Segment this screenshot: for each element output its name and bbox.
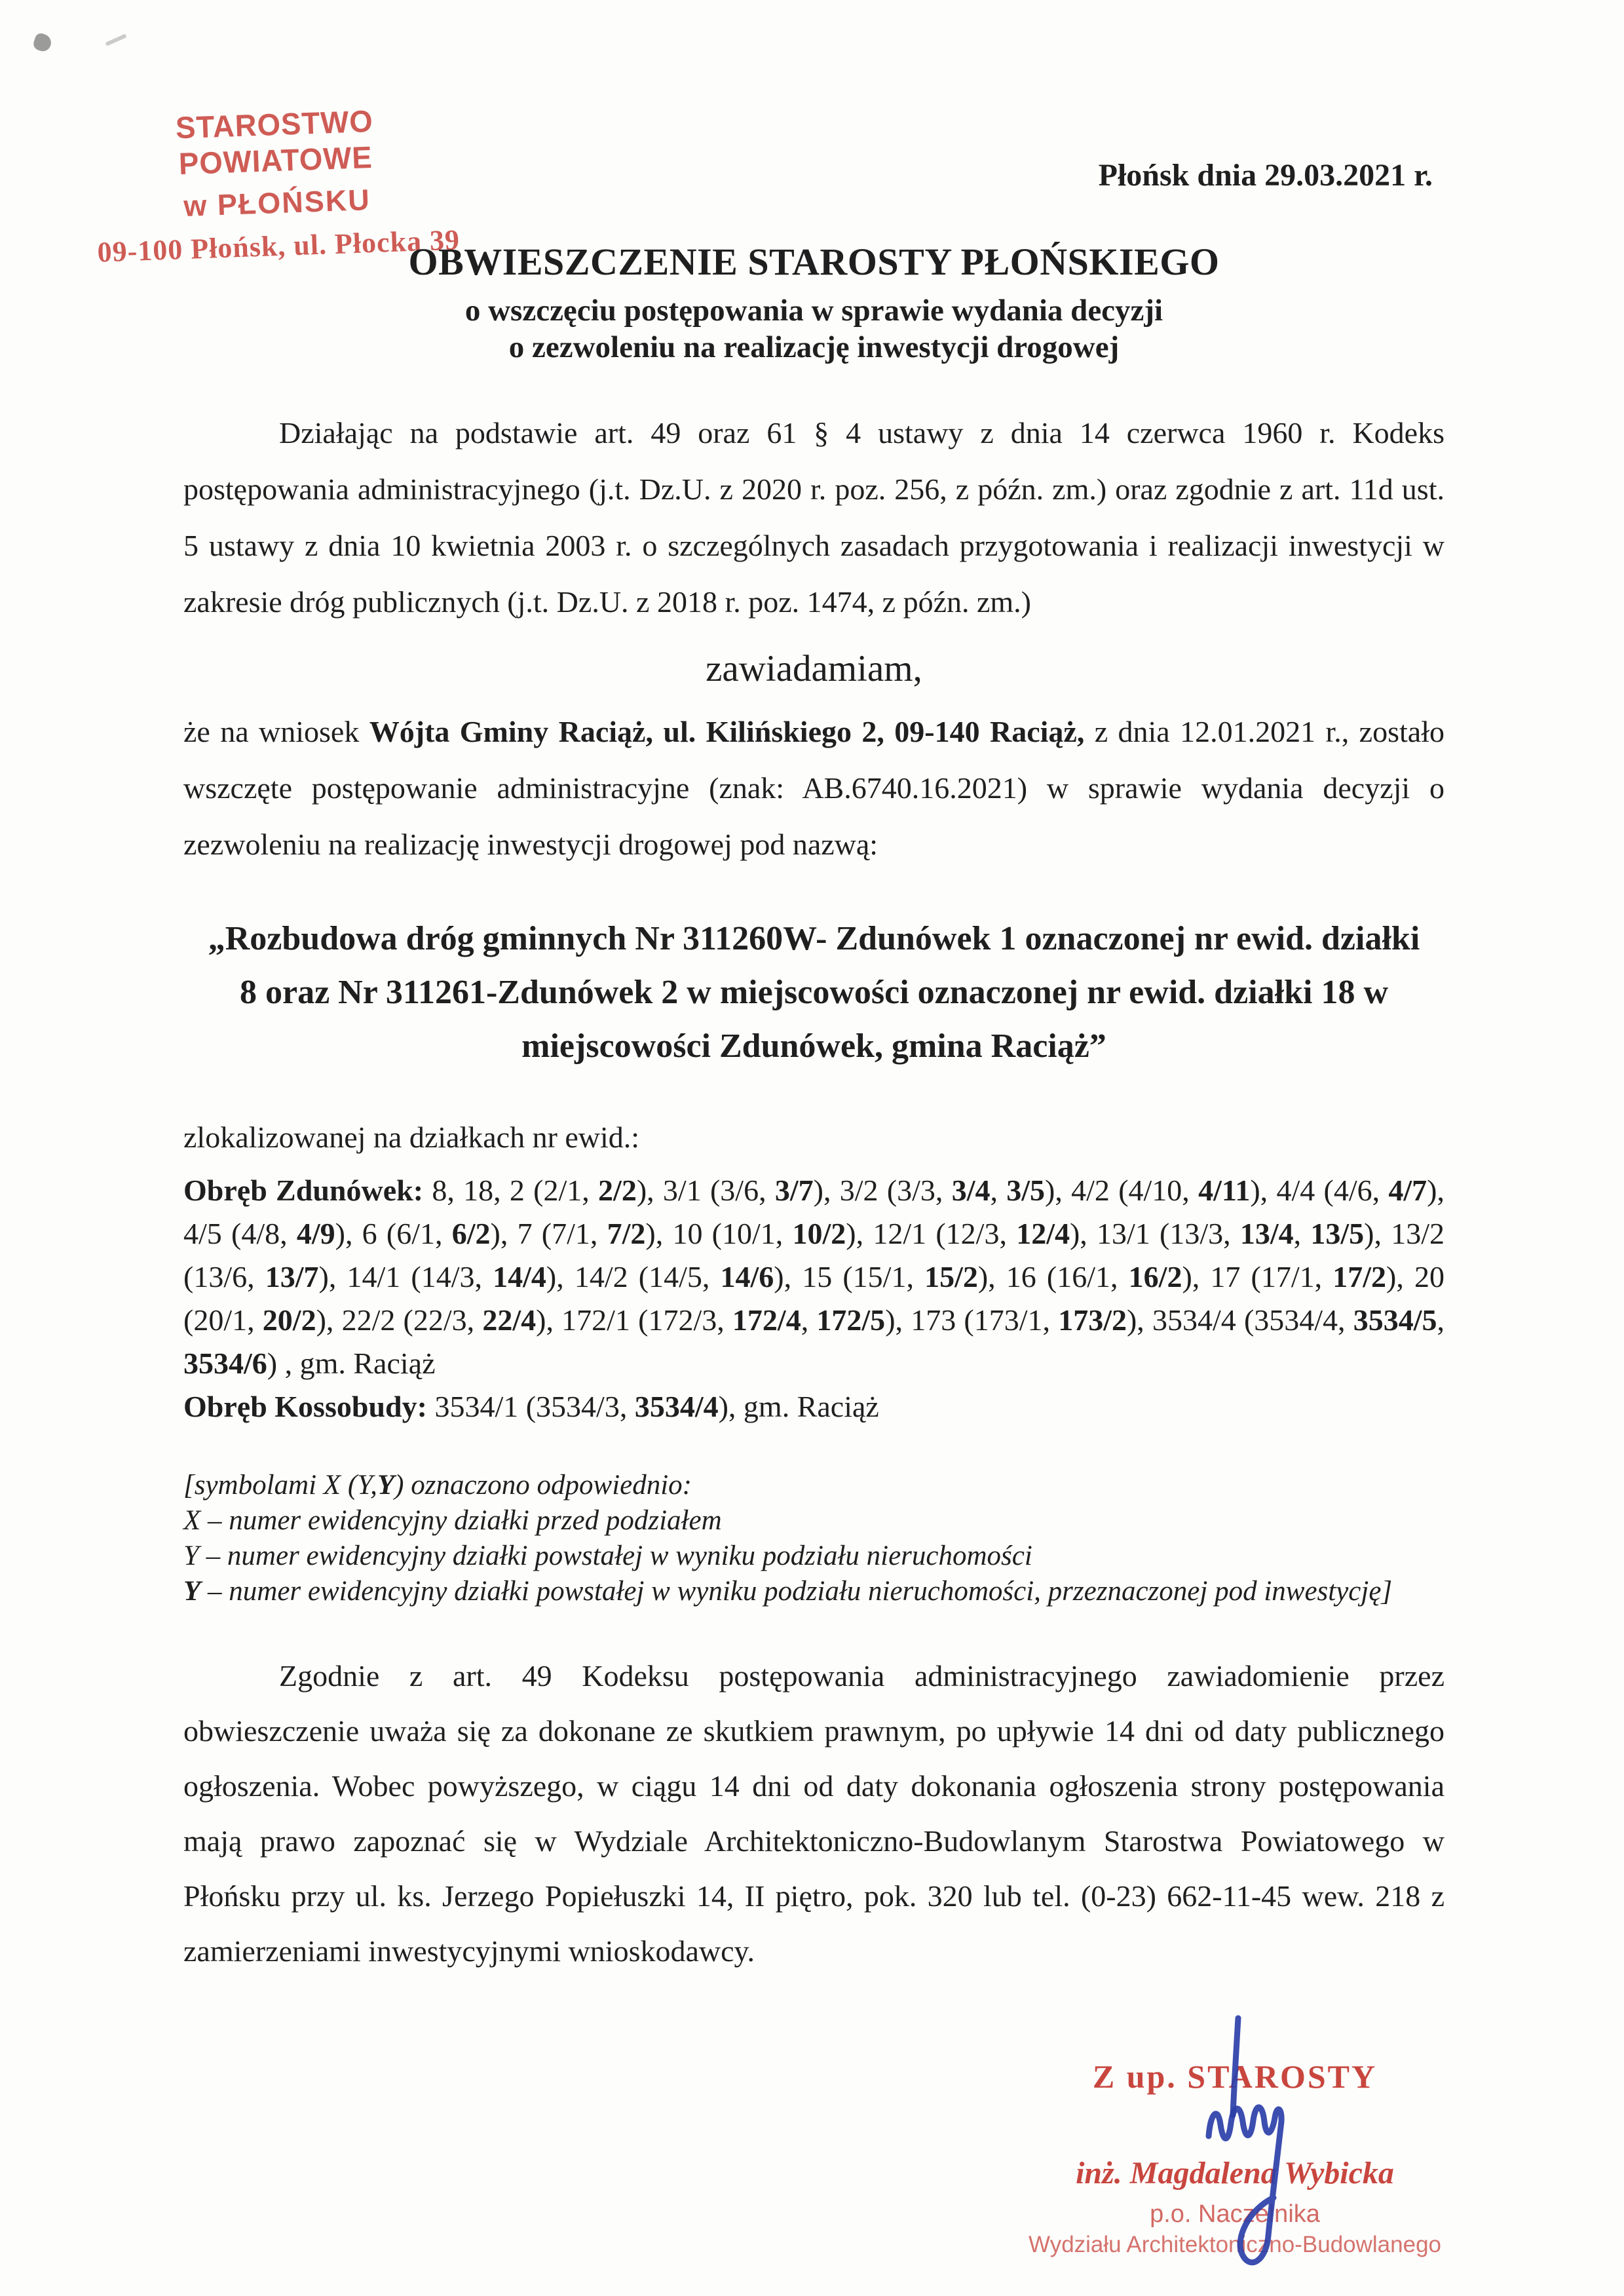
parcel-list-kossobudy: Obręb Kossobudy: 3534/1 (3534/3, 3534/4), gm. Raciąż	[183, 1390, 879, 1423]
legal-basis-paragraph: Działając na podstawie art. 49 oraz 61 § 4 ustawy z dnia 14 czerwca 1960 r. Kodeks postępowania administracyjnego (j.t. Dz.U. z 2020 r. poz. 256, z późn. zm.) oraz zgodnie z art. 11d ust. 5 ustawy z dnia 10 kwietnia 2003 r. o szczególnych zasadach przygotowania i realizacji inwestycji w zakresie dróg publicznych (j.t. Dz.U. z 2018 r. poz. 1474, z późn. zm.)	[183, 416, 1445, 619]
legend-line-y1: Y – numer ewidencyjny działki powstałej w wyniku podziału nieruchomości	[183, 1540, 1032, 1571]
notice-subtitle-line-2: o zezwoleniu na realizację inwestycji drogowej	[508, 330, 1120, 364]
symbols-legend	[183, 1468, 1445, 1609]
legend-line-intro: [symbolami X (Y,Y) oznaczono odpowiednio:	[183, 1470, 692, 1501]
notification-word: zawiadamiam,	[706, 648, 922, 689]
legend-line-y2: Y – numer ewidencyjny działki powstałej w wyniku podziału nieruchomości, przeznaczonej pod inwestycję]	[183, 1576, 1393, 1607]
handwritten-signature-icon	[1173, 2013, 1356, 2291]
signature-authorization: Z up. STAROSTY	[1092, 2058, 1378, 2095]
parcel-list-zdunowek: Obręb Zdunówek: 8, 18, 2 (2/1, 2/2), 3/1 (3/6, 3/7), 3/2 (3/3, 3/4, 3/5), 4/2 (4/10, 4/11), 4/4 (4/6, 4/7), 4/5 (4/8, 4/9), 6 (6/1, 6/2), 7 (7/1, 7/2), 10 (10/1, 10/2), 12/1 (12/3, 12/4), 13/1 (13/3, 13/4, 13/5), 13/2 (13/6, 13/7), 14/1 (14/3, 14/4), 14/2 (14/5, 14/6), 15 (15/1, 15/2), 16 (16/1, 16/2), 17 (17/1, 17/2), 20 (20/1, 20/2), 22/2 (22/3, 22/4), 172/1 (172/3, 172/4, 172/5), 173 (173/1, 173/2), 3534/4 (3534/4, 3534/5, 3534/6) , gm. Raciąż	[183, 1174, 1445, 1380]
pencil-mark-2	[105, 33, 127, 46]
notice-title: OBWIESZCZENIE STAROSTY PŁOŃSKIEGO	[408, 240, 1220, 283]
notice-subtitle-line-1: o wszczęciu postępowania w sprawie wydania decyzji	[464, 294, 1163, 328]
signer-department: Wydziału Architektoniczno-Budowlanego	[1028, 2232, 1442, 2257]
procedure-paragraph: Zgodnie z art. 49 Kodeksu postępowania administracyjnego zawiadomienie przez obwieszczenie uważa się za dokonane ze skutkiem prawnym, po upływie 14 dni od daty publicznego ogłoszenia. Wobec powyższego, w ciągu 14 dni od daty dokonania ogłoszenia strony postępowania mają prawo zapoznać się w Wydziale Architektoniczno-Budowlanym Starostwa Powiatowego w Płońsku przy ul. ks. Jerzego Popiełuszki 14, II piętro, pok. 320 lub tel. (0-23) 662-11-45 wew. 218 z zamierzeniami inwestycyjnymi wnioskodawcy.	[183, 1659, 1445, 1968]
document-date: Płońsk dnia 29.03.2021 r.	[1098, 158, 1433, 193]
application-paragraph: że na wniosek Wójta Gminy Raciąż, ul. Kilińskiego 2, 09-140 Raciąż, z dnia 12.01.2021 r., zostało wszczęte postępowanie administracyjne (znak: AB.6740.16.2021) w sprawie wydania decyzji o zezwoleniu na realizację inwestycji drogowej pod nazwą:	[183, 715, 1445, 861]
stamp-office-address: 09-100 Płońsk, ul. Płocka 39	[96, 223, 461, 269]
project-name: „Rozbudowa dróg gminnych Nr 311260W- Zdunówek 1 oznaczonej nr ewid. działki 8 oraz Nr 311261-Zdunówek 2 w miejscowości oznaczonej nr ewid. działki 18 w miejscowości Zdunówek, gmina Raciąż”	[208, 920, 1420, 1065]
location-intro: zlokalizowanej na działkach nr ewid.:	[183, 1120, 640, 1154]
stamp-office-name: STAROSTWO POWIATOWE	[175, 103, 374, 182]
document-body	[183, 241, 1445, 1979]
pencil-mark-1	[32, 32, 54, 54]
legend-line-x: X – numer ewidencyjny działki przed podziałem	[183, 1505, 722, 1536]
signer-position: p.o. Naczelnika	[1150, 2200, 1320, 2228]
stamp-office-city: w PŁOŃSKU	[183, 183, 371, 223]
signer-name: inż. Magdalena Wybicka	[1076, 2156, 1394, 2191]
